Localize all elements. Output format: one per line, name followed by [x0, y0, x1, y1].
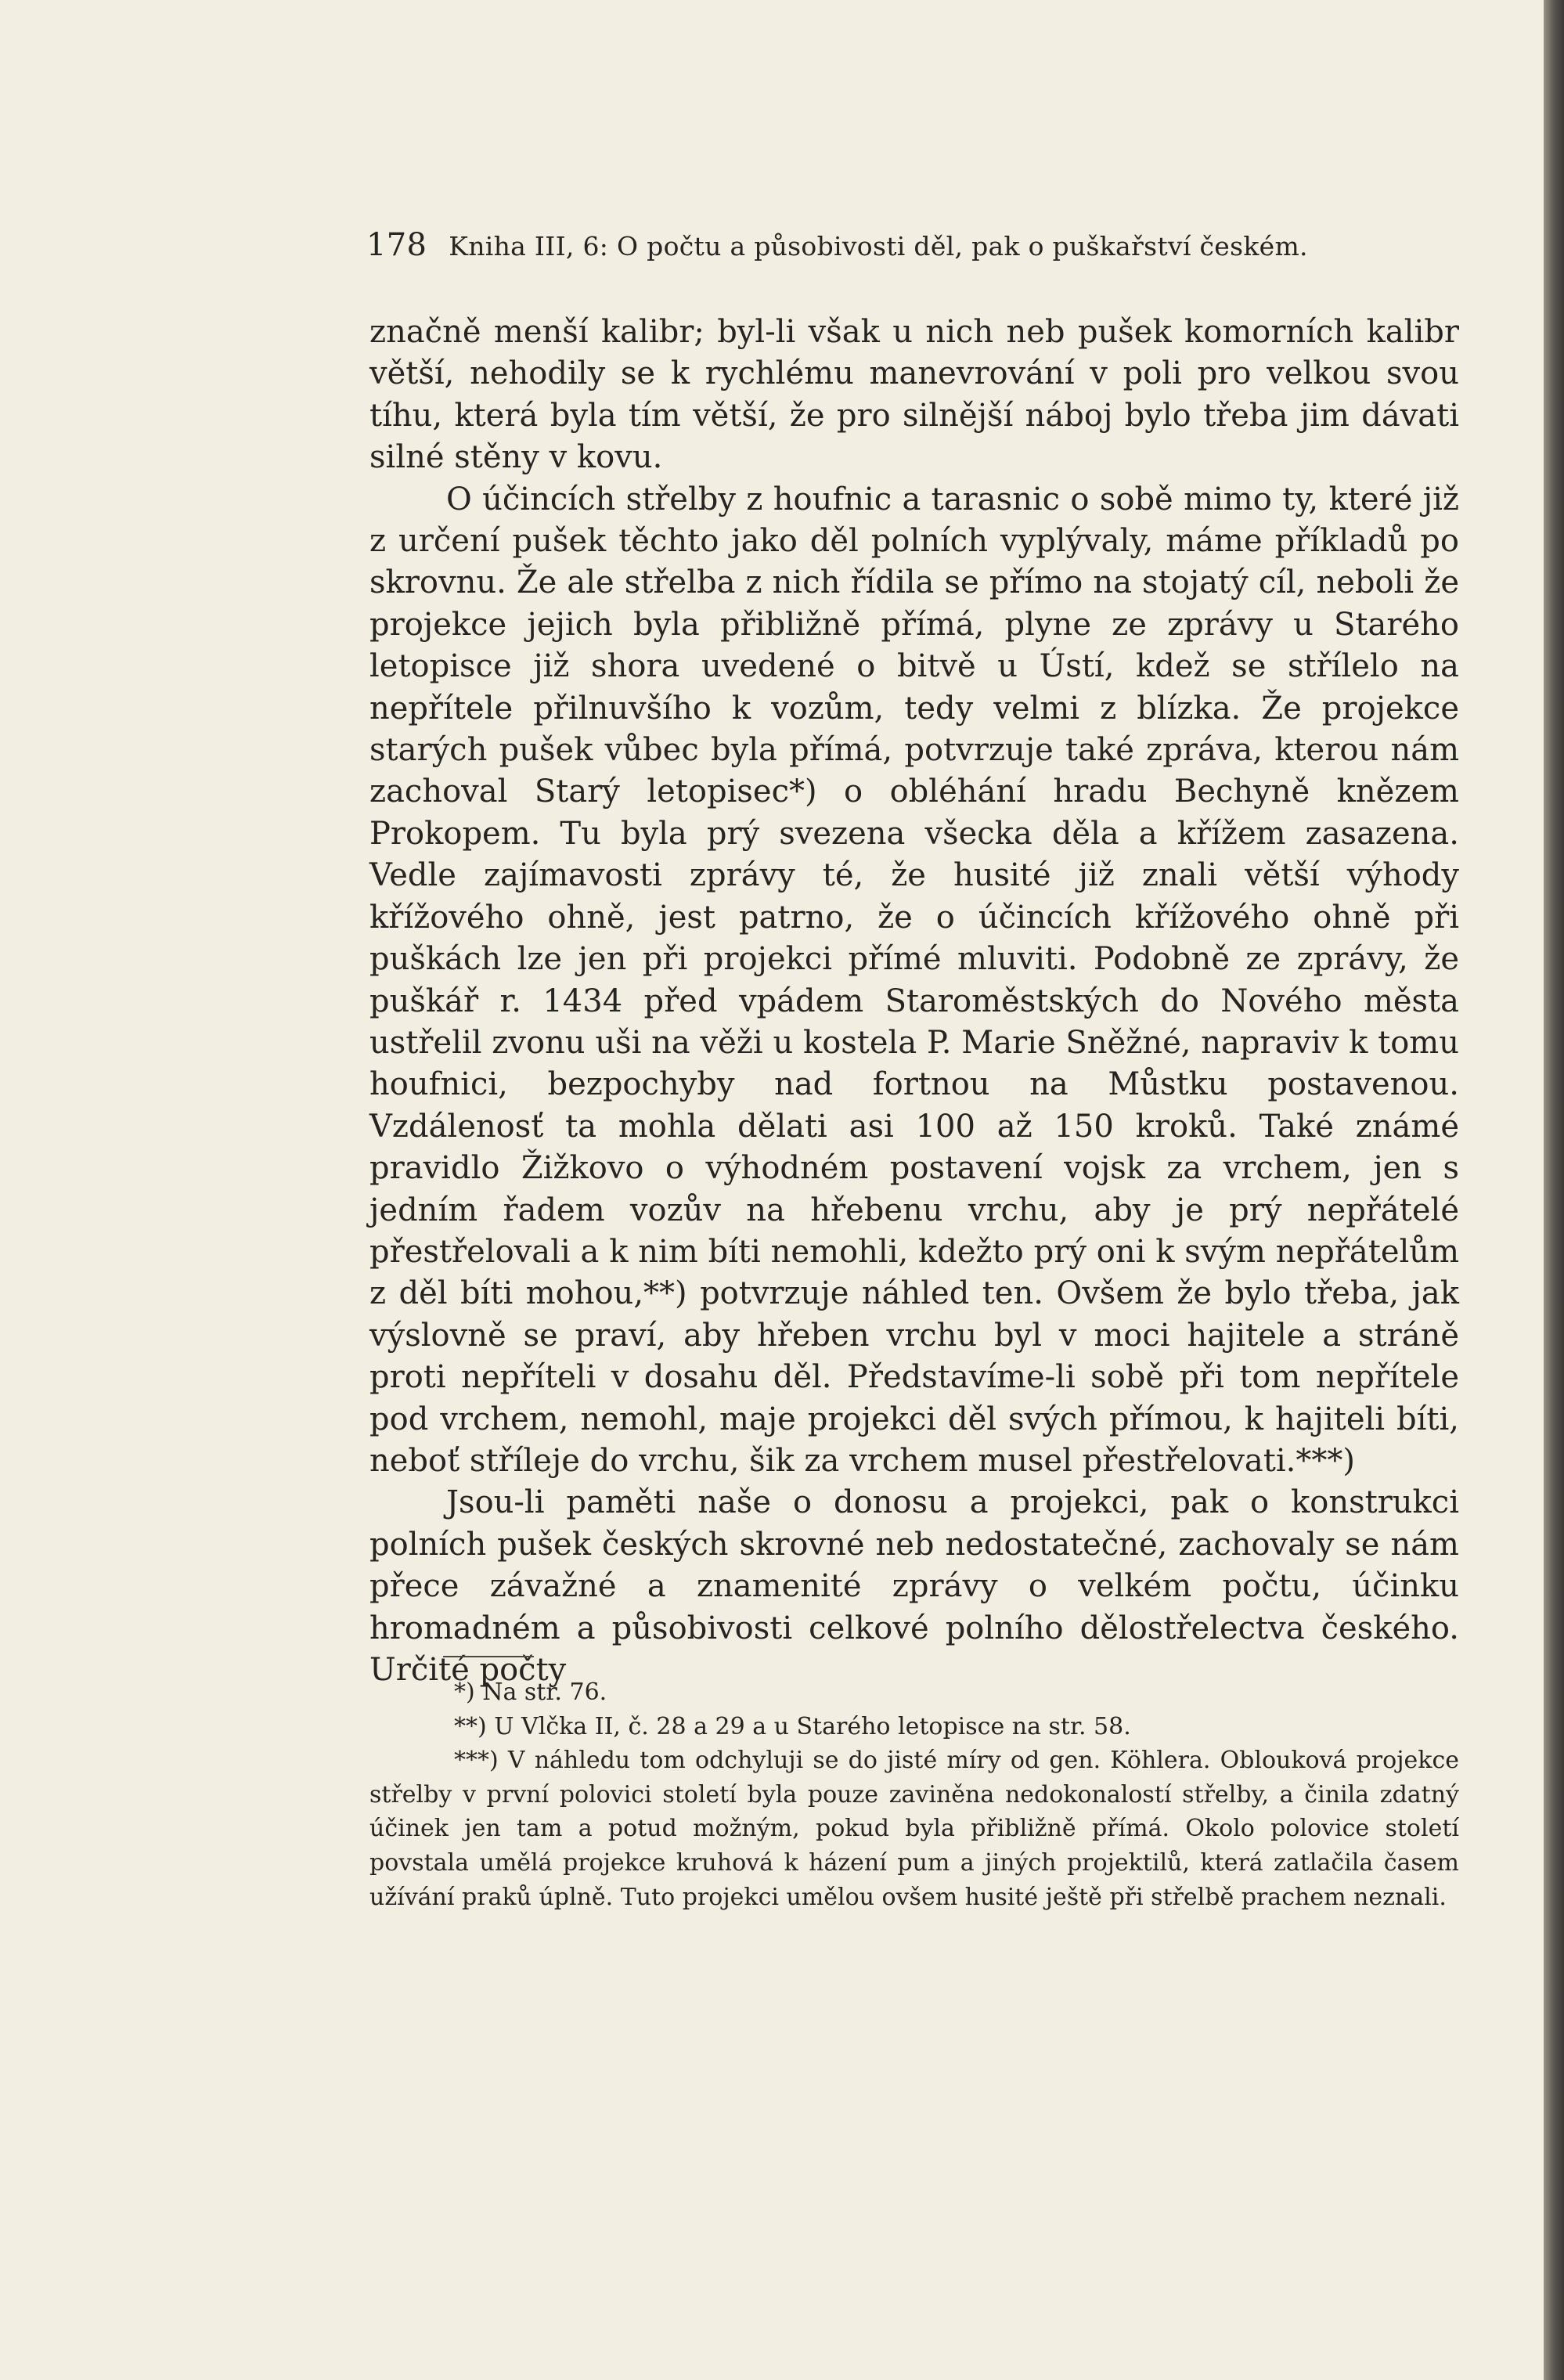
- footnotes: [369, 1675, 1459, 1914]
- footnote-rule: [443, 1656, 534, 1657]
- book-binding-edge: [1544, 0, 1564, 2380]
- footnote: ***) V náhledu tom odchyluji se do jisté míry od gen. Köhlera. Oblouková projekce střelby v první polovici století byla pouze zaviněna nedokonalostí střelby, a činila zdatný účinek jen tam a potud možným, pokud byla přibližně přímá. Okolo polovice století povstala umělá projekce kruhová k házení pum a jiných projektilů, která zatlačila časem užívání praků úplně. Tuto projekci umělou ovšem husité ještě při střelbě prachem neznali.: [369, 1747, 1459, 1911]
- footnote: *) Na str. 76.: [454, 1679, 607, 1706]
- page-number: 178: [366, 227, 427, 263]
- main-text: [369, 312, 1459, 1691]
- running-title: Kniha III, 6: O počtu a působivosti děl, pak o puškařství českém.: [449, 231, 1308, 261]
- running-header: [366, 227, 1308, 263]
- paragraph: značně menší kalibr; byl-li však u nich neb pušek komorních kalibr větší, nehodily se k rychlému manevrování v poli pro velkou svou tíhu, která byla tím větší, že pro silnější náboj bylo třeba jim dávati silné stěny v kovu.: [369, 314, 1459, 476]
- footnote: **) U Vlčka II, č. 28 a 29 a u Starého letopisce na str. 58.: [454, 1712, 1131, 1740]
- paragraph: O účincích střelby z houfnic a tarasnic o sobě mimo ty, které již z určení pušek těchto jako děl polních vyplývaly, máme příkladů po skrovnu. Že ale střelba z nich řídila se přímo na stojatý cíl, neboli že projekce jejich byla přibližně přímá, plyne ze zprávy u Starého letopisce již shora uvedené o bitvě u Ústí, kdež se střílelo na nepřítele přilnuvšího k vozům, tedy velmi z blízka. Že projekce starých pušek vůbec byla přímá, potvrzuje také zpráva, kterou nám zachoval Starý letopisec*) o obléhání hradu Bechyně knězem Prokopem. Tu byla prý svezena všecka děla a křížem zasazena. Vedle zajímavosti zprávy té, že husité již znali větší výhody křížového ohně, jest patrno, že o účincích křížového ohně při puškách lze jen při projekci přímé mluviti. Podobně ze zprávy, že puškář r. 1434 před vpádem Staroměstských do Nového města ustřelil zvonu uši na věži u kostela P. Marie Sněžné, napraviv k tomu houfnici, bezpochyby nad fortnou na Můstku postavenou. Vzdálenosť ta mohla dělati asi 100 až 150 kroků. Také známé pravidlo Žižkovo o výhodném postavení vojsk za vrchem, jen s jedním řadem vozův na hřebenu vrchu, aby je prý nepřátelé přestřelovali a k nim bíti nemohli, kdežto prý oni k svým nepřátelům z děl bíti mohou,**) potvrzuje náhled ten. Ovšem že bylo třeba, jak výslovně se praví, aby hřeben vrchu byl v moci hajitele a stráně proti nepříteli v dosahu děl. Představíme-li sobě při tom nepřítele pod vrchem, nemohl, maje projekci děl svých přímou, k hajiteli bíti, neboť stříleje do vrchu, šik za vrchem musel přestřelovati.***): [369, 481, 1459, 1479]
- paragraph: Jsou-li paměti naše o donosu a projekci, pak o konstrukci polních pušek českých skrovné neb nedostatečné, zachovaly se nám přece závažné a znamenité zprávy o velkém počtu, účinku hromadném a působivosti celkové polního dělostřelectva českého. Určité počty: [369, 1484, 1459, 1688]
